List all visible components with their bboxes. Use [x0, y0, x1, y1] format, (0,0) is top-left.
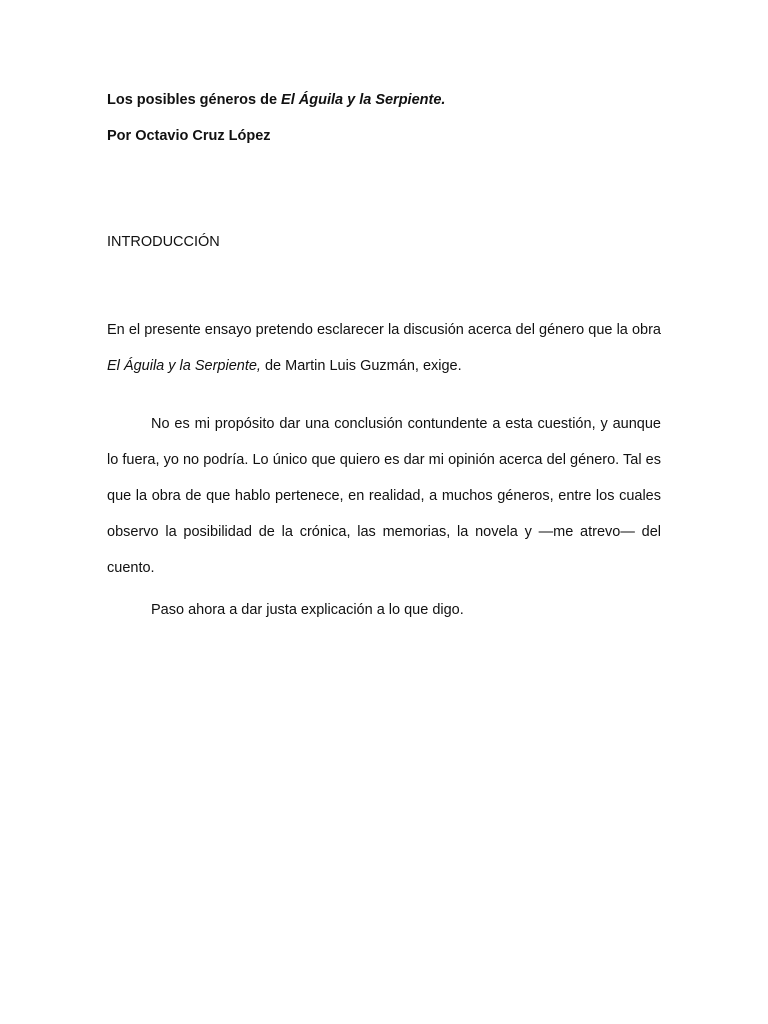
document-author: Por Octavio Cruz López: [107, 128, 271, 144]
title-prefix: Los posibles géneros de: [107, 92, 282, 108]
paragraph-purpose: No es mi propósito dar una conclusión contundente a esta cuestión, y aunque lo fuera, yo no podría. Lo único que quiero es dar mi opinión acerca del género. Tal es que la obra de que hablo pertenece, en realidad, a muchos géneros, entre los cuales observo la posibilidad de la crónica, las memorias, la novela y —me atrevo— del cuento.: [107, 416, 661, 576]
paragraph-intro-before: En el presente ensayo pretendo esclarecer la discusión acerca del género que la obra: [107, 322, 661, 338]
title-work-name: El Águila y la Serpiente.: [281, 92, 446, 108]
paragraph-intro: [107, 312, 661, 384]
section-heading: INTRODUCCIÓN: [107, 234, 220, 250]
document-title: [107, 92, 445, 108]
paragraph-intro-work-name: El Águila y la Serpiente,: [107, 358, 261, 374]
paragraph-transition: Paso ahora a dar justa explicación a lo que digo.: [151, 602, 464, 618]
paragraph-intro-after: de Martin Luis Guzmán, exige.: [260, 358, 462, 374]
